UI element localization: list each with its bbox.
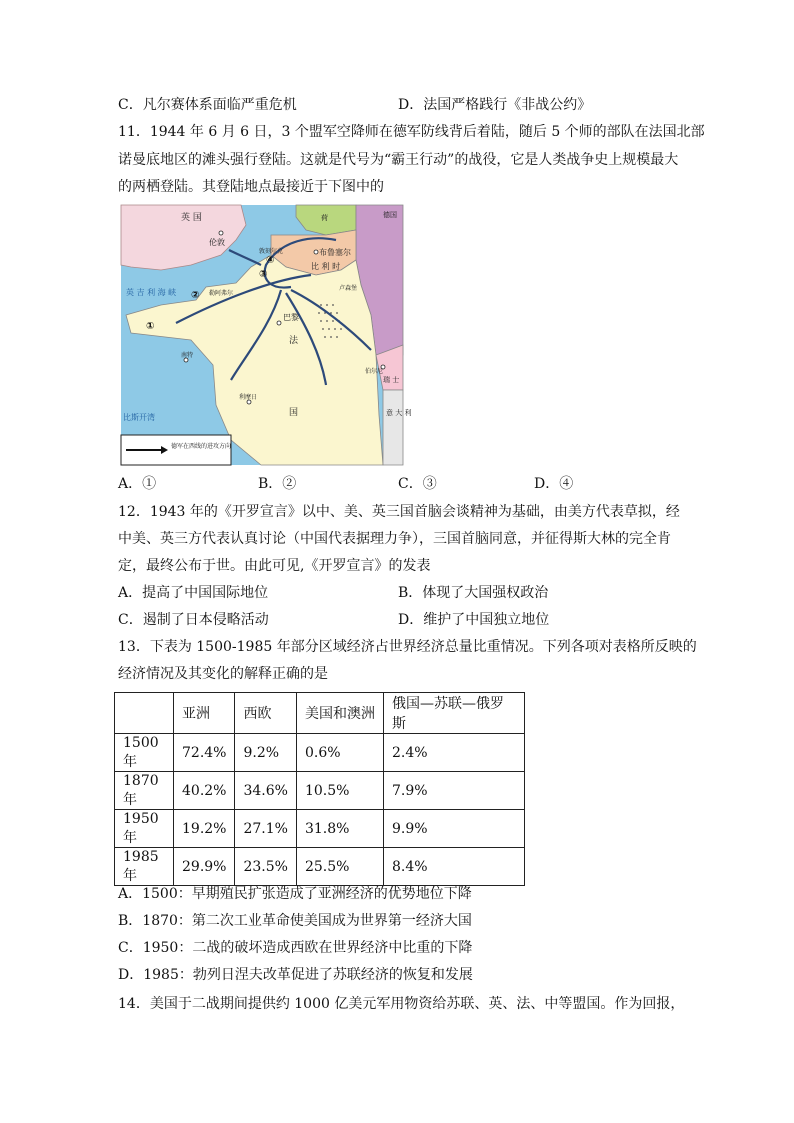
q12-stem-line-3: 定，最终公布于世。由此可见,《开罗宣言》的发表 — [118, 558, 431, 574]
q11-stem-line-2: 诺曼底地区的滩头强行登陆。这就是代号为“霸王行动”的战役，它是人类战争史上规模最大 — [118, 152, 679, 168]
q13-option-d: D．1985：勃列日涅夫改革促进了苏联经济的恢复和发展 — [118, 967, 473, 983]
table-cell: 1985 年 — [115, 848, 174, 886]
q13-option-a: A．1500：早期殖民扩张造成了亚洲经济的优势地位下降 — [118, 886, 472, 902]
table-cell: 31.8% — [296, 810, 383, 848]
table-cell: 19.2% — [174, 810, 235, 848]
table-cell: 29.9% — [174, 848, 235, 886]
q10-option-c: C．凡尔赛体系面临严重危机 — [118, 97, 297, 113]
table-cell: 34.6% — [235, 772, 296, 810]
label-nantes: 南特 — [181, 352, 194, 359]
table-cell: 1500 年 — [115, 734, 174, 772]
italy-land — [383, 390, 403, 465]
q11-option-c: C．③ — [398, 476, 437, 492]
label-italy: 意 大 利 — [386, 409, 412, 417]
label-paris: 巴黎 — [283, 313, 299, 322]
label-bern: 伯尔尼 — [365, 368, 384, 375]
q11-option-b: B．② — [258, 476, 297, 492]
label-legend: 德军在西线的进攻方向 — [171, 443, 232, 450]
table-cell: 72.4% — [174, 734, 235, 772]
table-header-cell: 美国和澳洲 — [296, 693, 383, 734]
label-belgium: 比 利 时 — [311, 262, 341, 271]
table-cell: 1870 年 — [115, 772, 174, 810]
q13-stem-line-1: 13．下表为 1500-1985 年部分区域经济占世界经济总量比重情况。下列各项对表格所反映的 — [118, 639, 697, 655]
label-france-1: 法 — [289, 336, 299, 346]
table-cell: 8.4% — [383, 848, 524, 886]
label-germany: 德国 — [383, 211, 397, 219]
table-cell: 40.2% — [174, 772, 235, 810]
label-biscay: 比斯开湾 — [123, 413, 155, 422]
table-cell: 23.5% — [235, 848, 296, 886]
q12-option-a: A．提高了中国国际地位 — [118, 585, 269, 601]
table-row — [115, 772, 525, 810]
label-england: 英 国 — [181, 213, 202, 223]
marker-1: ① — [146, 321, 155, 332]
marker-4: ④ — [266, 255, 275, 266]
q12-option-b: B．体现了大国强权政治 — [398, 585, 549, 601]
label-channel: 英 吉 利 海 峡 — [126, 288, 177, 297]
london-dot — [219, 231, 223, 235]
table-row — [115, 734, 525, 772]
label-dieppe: 勒阿弗尔 — [209, 290, 234, 297]
label-netherlands: 荷 — [321, 214, 328, 222]
q10-option-d: D．法国严格践行《非战公约》 — [398, 97, 592, 113]
brussels-dot — [314, 250, 318, 254]
q12-option-c: C．遏制了日本侵略活动 — [118, 612, 269, 628]
label-brussels: 布鲁塞尔 — [319, 248, 351, 257]
table-row — [115, 810, 525, 848]
table-cell: 9.9% — [383, 810, 524, 848]
table-cell: 0.6% — [296, 734, 383, 772]
q11-option-a: A．① — [118, 476, 157, 492]
q12-option-d: D．维护了中国独立地位 — [398, 612, 550, 628]
label-france-2: 国 — [289, 408, 299, 418]
table-header-cell: 西欧 — [235, 693, 296, 734]
label-switzerland: 瑞 士 — [383, 376, 400, 384]
table-cell: 9.2% — [235, 734, 296, 772]
q14-stem-line-1: 14．美国于二战期间提供约 1000 亿美元军用物资给苏联、英、法、中等盟国。作为回报， — [118, 996, 685, 1012]
table-cell: 7.9% — [383, 772, 524, 810]
label-london: 伦敦 — [209, 238, 225, 247]
table-cell: 25.5% — [296, 848, 383, 886]
table-cell: 10.5% — [296, 772, 383, 810]
table-header-cell: 亚洲 — [174, 693, 235, 734]
label-luxembourg: 卢森堡 — [339, 285, 358, 292]
marker-2: ② — [191, 290, 200, 301]
q11-stem-line-1: 11．1944 年 6 月 6 日，3 个盟军空降师在德军防线背后着陆，随后 5 个师的部队在法国北部 — [118, 124, 705, 140]
paris-dot — [277, 321, 281, 325]
table-header-row — [115, 693, 525, 734]
table-row — [115, 848, 525, 886]
q13-option-b: B．1870：第二次工业革命使美国成为世界第一经济大国 — [118, 913, 472, 929]
table-header-cell — [115, 693, 174, 734]
western-front-map — [121, 205, 412, 465]
table-cell: 1950 年 — [115, 810, 174, 848]
q13-stem-line-2: 经济情况及其变化的解释正确的是 — [118, 666, 328, 682]
q11-stem-line-3: 的两栖登陆。其登陆地点最接近于下图中的 — [118, 179, 384, 195]
table-header-cell: 俄国—苏联—俄罗斯 — [383, 693, 524, 734]
economy-share-table — [114, 692, 525, 886]
q12-stem-line-2: 中美、英三方代表认真讨论（中国代表据理力争），三国首脑同意，并征得斯大林的完全肯 — [118, 531, 671, 547]
label-dunkirk: 敦刻尔克 — [259, 248, 284, 255]
table-cell: 27.1% — [235, 810, 296, 848]
q11-option-d: D．④ — [534, 476, 574, 492]
marker-3: ③ — [259, 269, 268, 280]
q13-option-c: C．1950：二战的破坏造成西欧在世界经济中比重的下降 — [118, 940, 473, 956]
label-limoges: 利摩日 — [239, 394, 258, 401]
q12-stem-line-1: 12．1943 年的《开罗宣言》以中、美、英三国首脑会谈精神为基础，由美方代表草拟，经 — [118, 504, 680, 520]
table-cell: 2.4% — [383, 734, 524, 772]
